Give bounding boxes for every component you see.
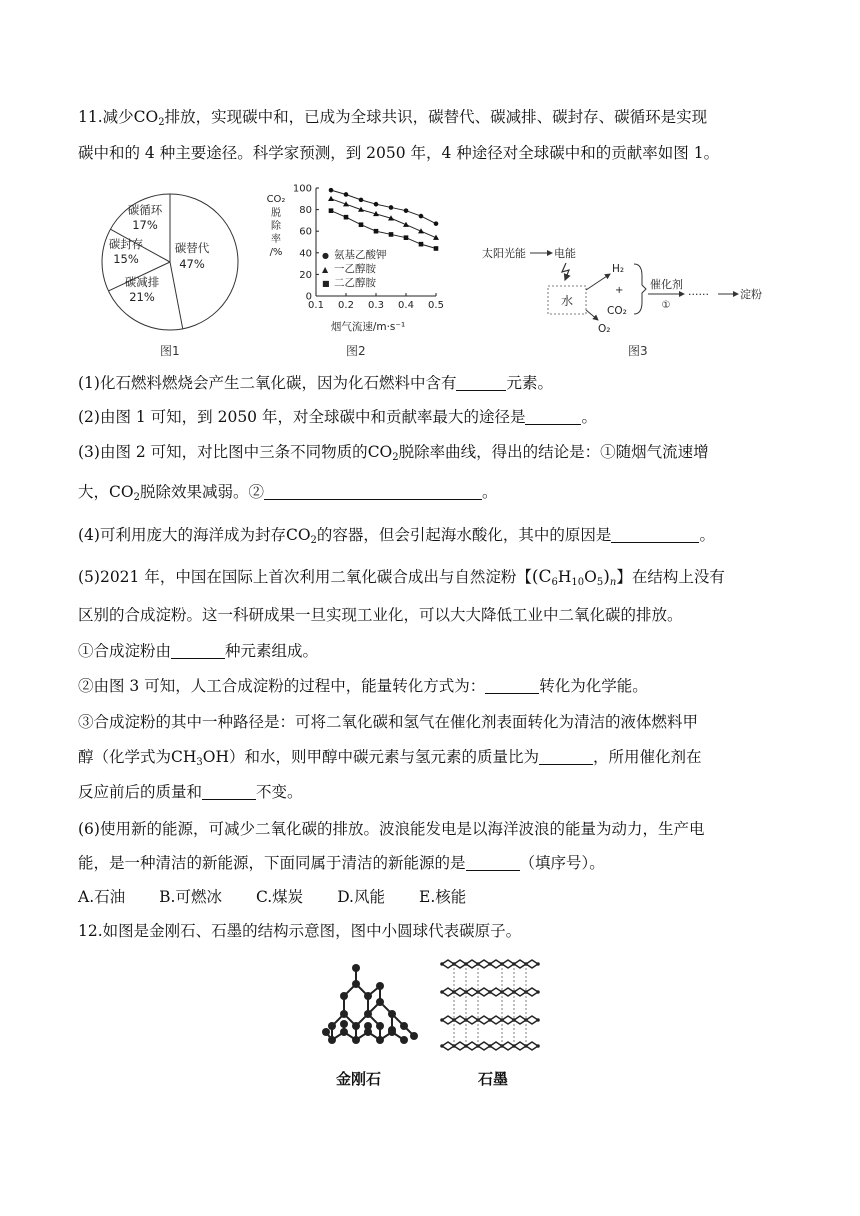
y-tick-label: 0: [305, 291, 312, 303]
figure-2-line-chart: [262, 178, 448, 336]
q12-line: 12.如图是金刚石、石墨的结构示意图，图中小圆球代表碳原子。: [78, 922, 522, 940]
figure-2-caption: 图2: [346, 344, 366, 358]
data-point: [434, 246, 439, 251]
answer-blank[interactable]: [466, 854, 520, 871]
figure-3-caption: 图3: [628, 344, 648, 358]
graphite-structure-figure: [434, 950, 550, 1054]
question-3-line-2: 大，$CO_2$脱除效果减弱。② 。: [78, 483, 498, 503]
pie-pct-jianpai: 21%: [129, 290, 155, 304]
carbon-atom: [536, 1044, 540, 1048]
question-3-line-1: (3)由图 2 可知，对比图中三条不同物质的$CO_2$脱除率曲线，得出的结论是：①随烟气流速增: [78, 443, 709, 463]
q11-line-2: 碳中和的 4 种主要途径。科学家预测，到 2050 年，4 种途径对全球碳中和的贡献率如图 1。: [78, 144, 720, 162]
answer-blank[interactable]: [485, 677, 539, 694]
carbon-atom: [488, 1044, 492, 1048]
carbon-atom: [512, 1044, 516, 1048]
carbon-atom: [488, 990, 492, 994]
question-5-1: ①合成淀粉由 种元素组成。: [78, 642, 319, 660]
pie-pct-tidai: 47%: [179, 257, 205, 271]
option-c: C.煤炭: [255, 888, 304, 906]
question-1: (1)化石燃料燃烧会产生二氧化碳，因为化石燃料中含有 元素。: [78, 374, 553, 392]
co2: CO₂: [607, 305, 627, 317]
option-a: A.石油: [78, 888, 126, 906]
question-6-line-2: 能，是一种清洁的新能源，下面同属于清洁的新能源的是 （填序号）。: [78, 854, 605, 872]
data-point: [374, 202, 379, 207]
sun-energy: 太阳光能: [482, 247, 526, 260]
pie-label-fengcun: 碳封存: [108, 237, 144, 251]
x-tick-label: 0.3: [368, 300, 384, 311]
question-4: (4)可利用庞大的海洋成为封存$CO_2$的容器，但会引起海水酸化，其中的原因是 。: [78, 526, 715, 546]
y-tick-label: 40: [299, 248, 312, 260]
co2-formula: CO: [133, 108, 159, 126]
pie-pct-xunhuan: 17%: [132, 218, 158, 232]
answer-blank[interactable]: [264, 483, 482, 500]
methanol-formula: $CH_3OH$: [171, 748, 230, 768]
q11-number: 11.减少: [78, 108, 134, 126]
diamond-structure-figure: [318, 956, 428, 1056]
question-5-line-1: (5)2021 年，中国在国际上首次利用二氧化碳合成出与自然淀粉【$(C_6H_{10}O_5)_n$】在结构上没有: [78, 567, 725, 588]
carbon-atom: [536, 962, 540, 966]
data-point: [359, 222, 364, 227]
carbon-atom: [440, 1044, 444, 1048]
x-tick-label: 0.2: [338, 300, 354, 311]
x-axis-label: 烟气流速/m·s⁻¹: [330, 321, 406, 333]
electric-energy: 电能: [554, 247, 576, 260]
legend-marker-3: ■: [322, 279, 330, 288]
plus: +: [615, 285, 624, 296]
option-e: E.核能: [419, 888, 467, 906]
dots: ······: [688, 288, 709, 301]
data-point: [404, 208, 409, 213]
legend-name-1: 氨基乙酸钾: [334, 249, 387, 261]
starch-formula: $(C_6H_{10}O_5)_n$: [531, 567, 617, 588]
answer-blank[interactable]: [525, 408, 581, 425]
o2: O₂: [598, 323, 611, 335]
subscript: 2: [158, 117, 165, 128]
data-point: [389, 205, 394, 210]
question-2: (2)由图 1 可知，到 2050 年，对全球碳中和贡献率最大的途径是 。: [78, 408, 597, 426]
question-5-3-line-2: 醇（化学式为$CH_3OH$）和水，则甲醇中碳元素与氢元素的质量比为 ，所用催化剂在: [78, 748, 702, 768]
carbon-atom: [536, 990, 540, 994]
carbon-atom: [512, 962, 516, 966]
carbon-atom: [440, 962, 444, 966]
y-tick-label: 20: [299, 269, 312, 281]
figure-1-caption: 图1: [160, 344, 180, 358]
legend-marker-1: ●: [322, 251, 329, 260]
answer-blank[interactable]: [171, 642, 225, 659]
figure-3-process-diagram: [482, 236, 782, 336]
step-1: ①: [661, 300, 671, 311]
data-point: [359, 198, 364, 203]
carbon-atom: [536, 1018, 540, 1022]
answer-blank[interactable]: [202, 783, 256, 800]
series-lines: [328, 188, 439, 251]
data-point: [419, 242, 424, 247]
question-5-2: ②由图 3 可知，人工合成淀粉的过程中，能量转化方式为： 转化为化学能。: [78, 677, 648, 695]
x-tick-label: 0.5: [428, 300, 444, 311]
option-d: D.风能: [337, 888, 385, 906]
data-point: [389, 232, 394, 237]
legend-name-3: 二乙醇胺: [334, 277, 376, 289]
starch: 淀粉: [740, 288, 762, 301]
data-point: [344, 215, 349, 220]
svg-text:除: 除: [271, 221, 281, 232]
carbon-atom: [440, 1018, 444, 1022]
legend-name-2: 一乙醇胺: [334, 263, 376, 275]
svg-text:脱: 脱: [271, 208, 281, 219]
graphite-label: 石墨: [478, 1070, 509, 1088]
svg-text:/%: /%: [269, 247, 283, 258]
legend-marker-2: ▲: [322, 265, 329, 274]
q11-line-1: [78, 106, 788, 134]
x-tick-label: 0.1: [308, 300, 324, 311]
question-5-3-line-1: ③合成淀粉的其中一种路径是：可将二氧化碳和氢气在催化剂表面转化为清洁的液体燃料甲: [78, 713, 699, 731]
data-point: [374, 229, 379, 234]
svg-text:CO₂: CO₂: [266, 194, 286, 205]
data-point: [434, 221, 439, 226]
carbon-atom: [464, 962, 468, 966]
x-tick-label: 0.4: [398, 300, 414, 311]
pie-label-jianpai: 碳减排: [124, 275, 160, 289]
pie-label-tidai: 碳替代: [174, 241, 210, 255]
text: 排放，实现碳中和，已成为全球共识，碳替代、碳减排、碳封存、碳循环是实现: [164, 108, 708, 126]
option-b: B.可燃冰: [159, 888, 222, 906]
diamond-label: 金刚石: [336, 1070, 382, 1088]
data-point: [344, 192, 349, 197]
answer-blank[interactable]: [456, 374, 506, 391]
data-point: [419, 214, 424, 219]
catalyst: 催化剂: [650, 278, 683, 291]
y-tick-label: 80: [299, 205, 312, 217]
pie-label-xunhuan: 碳循环: [127, 203, 163, 217]
answer-blank[interactable]: [611, 526, 699, 543]
data-point: [404, 235, 409, 240]
pie-pct-fengcun: 15%: [113, 252, 139, 266]
figure-1-pie-chart: [100, 186, 244, 344]
answer-blank[interactable]: [539, 748, 593, 765]
data-point: [328, 196, 334, 201]
question-5-3-line-3: 反应前后的质量和 不变。: [78, 783, 303, 801]
question-5-line-2: 区别的合成淀粉。这一科研成果一旦实现工业化，可以大大降低工业中二氧化碳的排放。: [78, 606, 683, 624]
water: 水: [560, 294, 574, 308]
carbon-atom: [488, 1018, 492, 1022]
carbon-atom: [488, 962, 492, 966]
graphite-layers: [440, 960, 540, 1050]
svg-text:率: 率: [271, 234, 281, 245]
y-tick-label: 60: [299, 226, 312, 238]
h2: H₂: [612, 263, 625, 275]
y-tick-label: 100: [292, 183, 312, 195]
question-6-line-1: (6)使用新的能源，可减少二氧化碳的排放。波浪能发电是以海洋波浪的能量为动力，生产电: [78, 820, 705, 838]
question-6-options: [78, 886, 788, 908]
carbon-atom: [440, 990, 444, 994]
data-point: [329, 208, 334, 213]
carbon-atom: [464, 1044, 468, 1048]
legend: [322, 248, 387, 289]
y-axis-label: [267, 194, 286, 258]
data-point: [329, 188, 334, 193]
